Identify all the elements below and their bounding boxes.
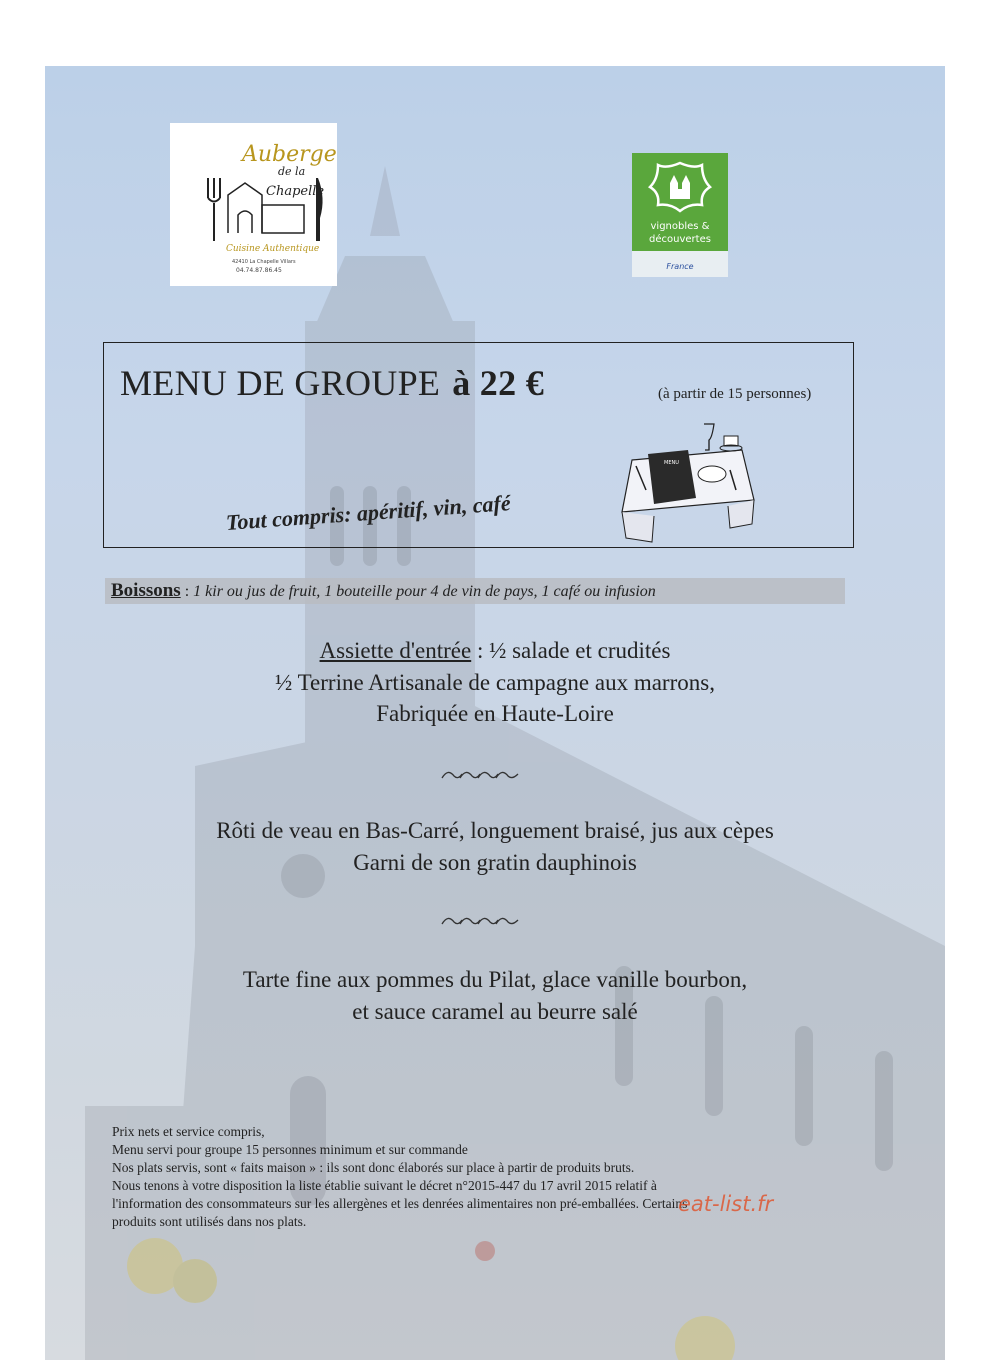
auberge-logo-phone: 04.74.87.86.45: [236, 267, 282, 274]
footer-line: Nos plats servis, sont « faits maison » : ils sont donc élaborés sur place à partir de produits bruts.: [112, 1160, 635, 1175]
vignobles-decouvertes-logo: [632, 153, 728, 277]
entree-line-3: Fabriquée en Haute-Loire: [376, 701, 614, 726]
vignobles-logo-line: découvertes: [649, 234, 711, 245]
auberge-logo-word: de la: [278, 165, 306, 178]
vignobles-logo-badge: France: [666, 262, 694, 271]
plat-line-1: Rôti de veau en Bas-Carré, longuement braisé, jus aux cèpes: [216, 818, 774, 843]
boissons-text: 1 kir ou jus de fruit, 1 bouteille pour 4 de vin de pays, 1 café ou infusion: [193, 583, 656, 600]
footer-line: Nous tenons à votre disposition la liste établie suivant le décret n°2015-447 du 17 avril 2015 relatif à: [112, 1178, 657, 1193]
ornament-divider: [440, 914, 520, 928]
entree-line-2: ½ Terrine Artisanale de campagne aux marrons,: [275, 670, 715, 695]
auberge-logo-word: Auberge: [242, 142, 337, 167]
watermark: eat-list.fr: [678, 1192, 774, 1216]
auberge-logo-tagline: Cuisine Authentique: [226, 244, 320, 254]
footer-line: produits sont utilisés dans nos plats.: [112, 1214, 307, 1229]
boissons-line: [111, 580, 656, 602]
dessert-line-2: et sauce caramel au beurre salé: [352, 999, 638, 1024]
auberge-logo: [170, 123, 337, 286]
illustration-menu-label: MENU: [664, 460, 679, 466]
ornament-divider: [440, 768, 520, 782]
menu-price: à 22 €: [452, 363, 545, 403]
footer-line: Menu servi pour groupe 15 personnes minimum et sur commande: [112, 1142, 468, 1157]
entree-label: Assiette d'entrée: [319, 638, 472, 663]
auberge-logo-word: Chapelle: [266, 184, 325, 199]
boissons-separator: :: [180, 583, 194, 600]
entree-line-1: [45, 638, 945, 664]
vignobles-logo-line: vignobles &: [650, 221, 710, 232]
entree-line-1-text: : ½ salade et crudités: [471, 638, 671, 663]
footer-line: l'information des consommateurs sur les allergènes et les denrées alimentaires non pré-emballées. Certains: [112, 1196, 688, 1211]
dessert-line-1: Tarte fine aux pommes du Pilat, glace vanille bourbon,: [242, 967, 748, 992]
dining-table-illustration: [612, 420, 758, 544]
menu-minimum-people: (à partir de 15 personnes): [658, 386, 812, 402]
footer-line: Prix nets et service compris,: [112, 1124, 265, 1139]
plat-line-2: Garni de son gratin dauphinois: [353, 850, 637, 875]
boissons-label: Boissons: [111, 580, 181, 601]
auberge-logo-address: 42410 La Chapelle Villars: [232, 259, 296, 265]
menu-title: [120, 362, 544, 404]
menu-included-text: Tout compris: apéritif, vin, café: [225, 490, 512, 535]
menu-title-text: MENU DE GROUPE: [120, 363, 441, 403]
